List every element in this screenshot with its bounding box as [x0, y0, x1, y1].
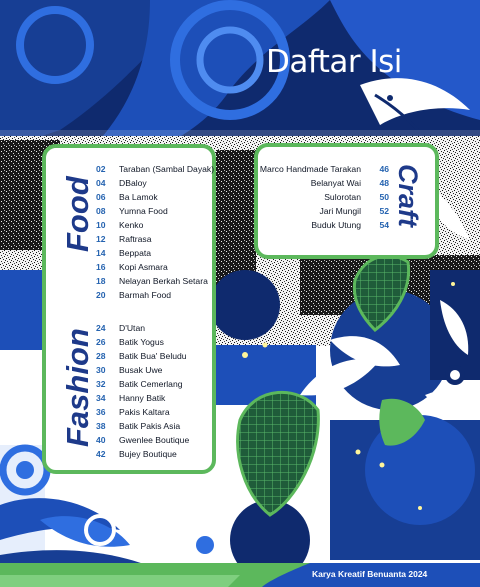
- entry-name: Bujey Boutique: [119, 449, 177, 459]
- entry-name: Yumna Food: [119, 206, 168, 216]
- page-number: 54: [379, 220, 389, 230]
- page-number: 28: [96, 351, 106, 361]
- page-number: 52: [379, 206, 389, 216]
- list-item[interactable]: [96, 218, 214, 232]
- list-item[interactable]: [96, 363, 189, 377]
- entry-name: Pakis Kaltara: [119, 407, 170, 417]
- entry-name: Sulorotan: [324, 192, 361, 202]
- entry-name: Kenko: [119, 220, 144, 230]
- list-item[interactable]: [96, 321, 189, 335]
- page-number: 20: [96, 290, 106, 300]
- entry-name: Buduk Utung: [311, 220, 361, 230]
- entry-name: Marco Handmade Tarakan: [259, 164, 361, 174]
- entry-name: Batik Yogus: [119, 337, 164, 347]
- page-number: 18: [96, 276, 106, 286]
- page-number: 24: [96, 323, 106, 333]
- entry-name: Barmah Food: [119, 290, 172, 300]
- page-number: 34: [96, 393, 106, 403]
- entry-name: Batik Cemerlang: [119, 379, 183, 389]
- page-number: 10: [96, 220, 106, 230]
- entry-name: DBaloy: [119, 178, 147, 188]
- page-number: 40: [96, 435, 106, 445]
- list-item[interactable]: [260, 218, 389, 232]
- page-number: 14: [96, 248, 106, 258]
- page-number: 26: [96, 337, 106, 347]
- list-item[interactable]: [96, 335, 189, 349]
- list-item[interactable]: [96, 232, 214, 246]
- page-number: 50: [379, 192, 389, 202]
- list-item[interactable]: [96, 288, 214, 302]
- list-item[interactable]: [260, 162, 389, 176]
- craft-section-label: Craft: [393, 164, 423, 228]
- entry-name: Taraban (Sambal Dayak): [119, 164, 215, 174]
- list-item[interactable]: [260, 190, 389, 204]
- fashion-list: [96, 321, 189, 461]
- page-number: 36: [96, 407, 106, 417]
- page-number: 06: [96, 192, 106, 202]
- fashion-section-label: Fashion: [60, 328, 95, 447]
- page-number: 16: [96, 262, 106, 272]
- list-item[interactable]: [96, 349, 189, 363]
- list-item[interactable]: [96, 246, 214, 260]
- page-number: 08: [96, 206, 106, 216]
- page-number: 42: [96, 449, 106, 459]
- list-item[interactable]: [96, 391, 189, 405]
- list-item[interactable]: [96, 176, 214, 190]
- list-item[interactable]: [96, 447, 189, 461]
- food-list: [96, 162, 214, 302]
- list-item[interactable]: [96, 204, 214, 218]
- entry-name: Busak Uwe: [119, 365, 163, 375]
- list-item[interactable]: [96, 274, 214, 288]
- list-item[interactable]: [96, 419, 189, 433]
- entry-name: Nelayan Berkah Setara: [119, 276, 208, 286]
- food-section-label: Food: [60, 176, 95, 252]
- page-number: 02: [96, 164, 106, 174]
- entry-name: Ba Lamok: [119, 192, 158, 202]
- entry-name: Beppata: [119, 248, 152, 258]
- entry-name: D'Utan: [119, 323, 145, 333]
- page-number: 46: [379, 164, 389, 174]
- list-item[interactable]: [96, 260, 214, 274]
- entry-name: Hanny Batik: [119, 393, 166, 403]
- entry-name: Gwenlee Boutique: [119, 435, 190, 445]
- page-number: 12: [96, 234, 106, 244]
- page-number: 48: [379, 178, 389, 188]
- list-item[interactable]: [96, 190, 214, 204]
- list-item[interactable]: [96, 405, 189, 419]
- footer-text: Karya Kreatif Benuanta 2024: [312, 569, 428, 579]
- entry-name: Raftrasa: [119, 234, 152, 244]
- page-title: Daftar Isi: [266, 44, 402, 80]
- list-item[interactable]: [96, 162, 214, 176]
- entry-name: Batik Pakis Asia: [119, 421, 181, 431]
- page-number: 30: [96, 365, 106, 375]
- list-item[interactable]: [260, 176, 389, 190]
- list-item[interactable]: [96, 377, 189, 391]
- craft-list: [260, 162, 389, 232]
- list-item[interactable]: [260, 204, 389, 218]
- page-number: 38: [96, 421, 106, 431]
- entry-name: Batik Bua' Beludu: [119, 351, 187, 361]
- entry-name: Belanyat Wai: [310, 178, 361, 188]
- entry-name: Kopi Asmara: [119, 262, 168, 272]
- page-number: 32: [96, 379, 106, 389]
- list-item[interactable]: [96, 433, 189, 447]
- page-number: 04: [96, 178, 106, 188]
- entry-name: Jari Mungil: [319, 206, 361, 216]
